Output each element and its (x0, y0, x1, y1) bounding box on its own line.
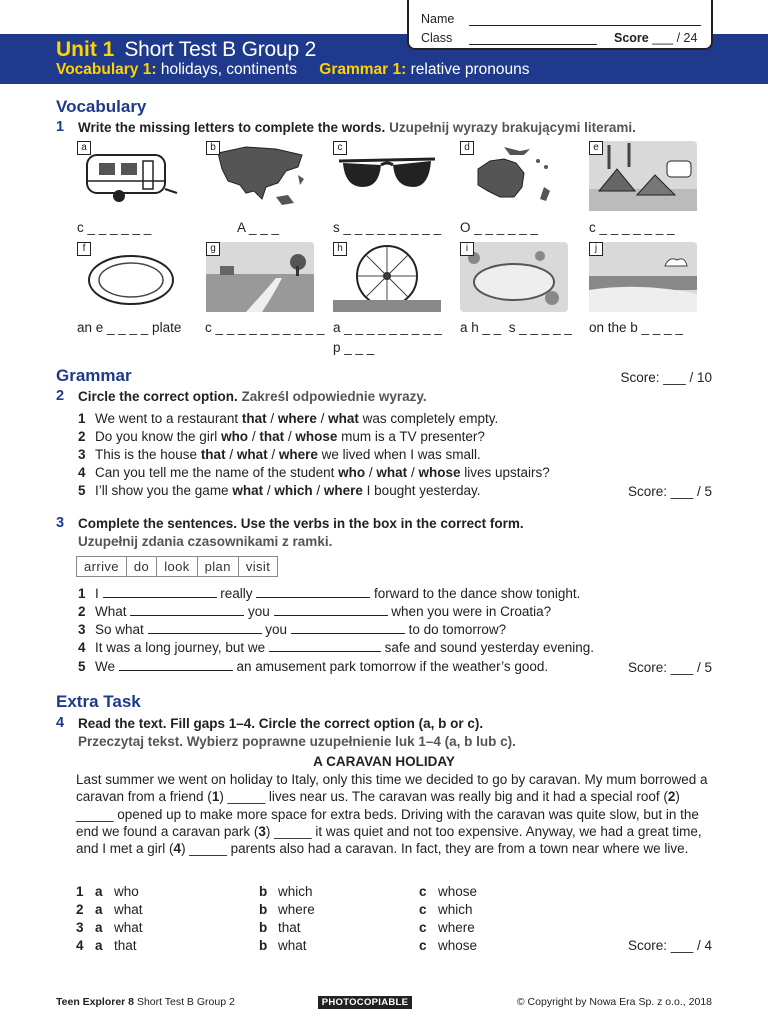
answer-blank[interactable] (148, 622, 262, 634)
exercise-4-number: 4 (56, 715, 65, 731)
vocabulary-heading: Vocabulary (56, 97, 147, 116)
option-3c: c where (419, 920, 475, 935)
option-4b: b what (259, 938, 307, 953)
answer-blank[interactable] (269, 640, 381, 652)
option[interactable]: where (277, 411, 317, 426)
option[interactable]: where (278, 447, 318, 462)
exercise-3-score: Score: ___ / 5 (627, 660, 712, 675)
ex2-line-1: 1 We went to a restaurant that / where / what was completely empty. (78, 411, 499, 426)
class-field[interactable] (469, 44, 597, 45)
answer-blank[interactable] (256, 586, 370, 598)
option[interactable]: who (221, 429, 249, 444)
grammar-heading: Grammar (56, 366, 132, 385)
answer-blank[interactable] (130, 604, 244, 616)
picture-j (589, 242, 697, 312)
word-f: an e _ _ _ _ plate (77, 320, 182, 335)
exercise-2-number: 2 (56, 388, 65, 404)
exercise-3-number: 3 (56, 515, 65, 531)
exercise-4-instruction-pl: Przeczytaj tekst. Wybierz poprawne uzupełnienie luk 1–4 (a, b lub c). (78, 734, 516, 749)
option[interactable]: where (438, 920, 475, 935)
ex2-line-2: 2 Do you know the girl who / that / whose mum is a TV presenter? (78, 429, 485, 444)
ex3-line-4: 4 It was a long journey, but we safe and sound yesterday evening. (78, 640, 595, 655)
option[interactable]: whose (418, 465, 461, 480)
word-b: A _ _ _ (237, 220, 280, 235)
word-i: a h _ _ s _ _ _ _ _ (460, 320, 572, 335)
picture-letter: e (589, 141, 603, 155)
box-word: visit (245, 559, 271, 574)
option[interactable]: which (274, 483, 313, 498)
ex3-line-3: 3 So what you to do tomorrow? (78, 622, 507, 637)
picture-letter: f (77, 242, 91, 256)
picture-b (206, 141, 314, 211)
option-row-4: 4 a that (76, 938, 137, 953)
countryside-icon (206, 242, 314, 312)
ex2-line-5: 5 I’ll show you the game what / which / where I bought yesterday. (78, 483, 481, 498)
page-subtitle (56, 61, 530, 79)
picture-i (460, 242, 568, 312)
exercise-4-score: Score: ___ / 4 (627, 938, 712, 953)
picture-c (333, 141, 441, 211)
copyright: © Copyright by Nowa Era Sp. z o.o., 2018 (516, 996, 712, 1008)
option-1c: c whose (419, 884, 478, 899)
extra-task-heading: Extra Task (56, 692, 141, 711)
ex3-line-5: 5 We an amusement park tomorrow if the weather’s good. (78, 659, 549, 674)
picture-letter: b (206, 141, 220, 155)
word-g: c _ _ _ _ _ _ _ _ _ _ (205, 320, 325, 335)
option-2b: b where (259, 902, 315, 917)
word-h: a _ _ _ _ _ _ _ _ _ (333, 320, 442, 335)
word-e: c _ _ _ _ _ _ _ (589, 220, 675, 235)
series-name: Teen Explorer 8 (56, 996, 135, 1008)
picture-letter: g (206, 242, 220, 256)
option[interactable]: what (232, 483, 264, 498)
reading-title: A CARAVAN HOLIDAY (313, 754, 455, 769)
option[interactable]: that (278, 920, 301, 935)
option-1b: b which (259, 884, 313, 899)
option[interactable]: whose (438, 938, 478, 953)
ferris-wheel-icon (333, 242, 441, 312)
page-title (56, 38, 316, 62)
answer-blank[interactable] (274, 604, 388, 616)
option[interactable]: whose (438, 884, 478, 899)
campsite-icon (589, 141, 697, 211)
instruction-pl: Zakreśl odpowiednie wyrazy. (241, 389, 427, 404)
asia-map-icon (206, 141, 314, 211)
exercise-2-instruction (78, 389, 427, 404)
footer-left (56, 996, 235, 1008)
ex2-line-4: 4 Can you tell me the name of the student who / what / whose lives upstairs? (78, 465, 550, 480)
picture-h (333, 242, 441, 312)
oceania-map-icon (460, 141, 568, 211)
exercise-3-instruction-en: Complete the sentences. Use the verbs in the box in the correct form. (78, 516, 524, 531)
grammar-topic: relative pronouns (410, 61, 530, 78)
unit-number: Unit 1 (56, 38, 115, 61)
answer-blank[interactable] (291, 622, 405, 634)
box-word: arrive (77, 557, 127, 576)
option-3b: b that (259, 920, 301, 935)
option[interactable]: what (278, 938, 307, 953)
exercise-3-instruction-pl: Uzupełnij zdania czasownikami z ramki. (78, 534, 333, 549)
option[interactable]: which (438, 902, 473, 917)
option[interactable]: whose (295, 429, 338, 444)
answer-blank[interactable] (103, 586, 217, 598)
option[interactable]: what (114, 902, 143, 917)
picture-letter: i (460, 242, 474, 256)
exercise-1-instruction (78, 120, 636, 135)
option[interactable]: what (328, 411, 359, 426)
grammar-score: Score: ___ / 10 (620, 370, 712, 385)
instruction-en: Circle the correct option. (78, 389, 238, 404)
option[interactable]: that (259, 429, 285, 444)
instruction-en: Write the missing letters to complete the words. (78, 120, 386, 135)
caravan-icon (77, 141, 185, 211)
name-field[interactable] (469, 25, 701, 26)
picture-g (206, 242, 314, 312)
vocab-topic: holidays, continents (160, 61, 297, 78)
picture-d (460, 141, 568, 211)
box-word: look (157, 557, 197, 576)
option-row-1: 1 a who (76, 884, 139, 899)
score-label: Score (614, 31, 649, 45)
word-j: on the b _ _ _ _ (589, 320, 683, 335)
option-row-2: 2 a what (76, 902, 143, 917)
option[interactable]: that (114, 938, 137, 953)
word-h-line2: p _ _ _ (333, 340, 375, 355)
option[interactable]: what (236, 447, 268, 462)
photocopiable-badge: PHOTOCOPIABLE (318, 996, 412, 1009)
name-label: Name (421, 12, 455, 26)
class-label: Class (421, 31, 453, 45)
option[interactable]: that (200, 447, 226, 462)
exercise-2-score: Score: ___ / 5 (627, 484, 712, 499)
beach-icon (589, 242, 697, 312)
answer-blank[interactable] (119, 659, 233, 671)
exercise-1-number: 1 (56, 119, 65, 135)
word-d: O _ _ _ _ _ _ (460, 220, 539, 235)
vocab-topic-label: Vocabulary 1: (56, 61, 157, 78)
score-total: ___ / 24 (652, 31, 698, 45)
picture-f (77, 242, 185, 312)
picture-letter: d (460, 141, 474, 155)
box-word: do (127, 557, 157, 576)
option-2c: c which (419, 902, 473, 917)
footer-test-name: Short Test B Group 2 (136, 996, 235, 1008)
picture-letter: a (77, 141, 91, 155)
sunglasses-icon (333, 141, 441, 211)
picture-letter: c (333, 141, 347, 155)
option[interactable]: what (114, 920, 143, 935)
picture-letter: j (589, 242, 603, 256)
picture-letter: h (333, 242, 347, 256)
word-a: c _ _ _ _ _ _ (77, 220, 152, 235)
instruction-pl: Uzupełnij wyrazy brakującymi literami. (389, 120, 636, 135)
picture-e (589, 141, 697, 211)
picture-a (77, 141, 185, 211)
total-score (614, 31, 697, 45)
plate-icon (77, 242, 185, 312)
option[interactable]: that (241, 411, 267, 426)
reading-text: Last summer we went on holiday to Italy, only this time we decided to go by caravan. My mum borrowed a caravan from a friend (1) _____ lives near us. The caravan was really big and it had a special roof (2) _____ opened up to make more space for extra beds. Driving with the caravan was quite slow, but in the end we found a caravan park (3) _____ it was quiet and not too expensive. Anyway, we had a great time, and I met a girl (4) _____ parents also had a caravan. In fact, they are from a town near where we live. (76, 772, 708, 857)
hot-spring-icon (460, 242, 568, 312)
option[interactable]: what (376, 465, 408, 480)
option[interactable]: where (323, 483, 363, 498)
exercise-4-instruction-en: Read the text. Fill gaps 1–4. Circle the correct option (a, b or c). (78, 716, 484, 731)
ex2-line-3: 3 This is the house that / what / where we lived when I was small. (78, 447, 481, 462)
option-row-3: 3 a what (76, 920, 143, 935)
test-title: Short Test B Group 2 (124, 38, 317, 61)
box-word: plan (198, 557, 239, 576)
word-c: s _ _ _ _ _ _ _ _ _ (333, 220, 442, 235)
ex3-line-1: 1 I really forward to the dance show tonight. (78, 586, 581, 601)
option[interactable]: where (278, 902, 315, 917)
option-4c: c whose (419, 938, 478, 953)
name-class-box (407, 0, 713, 50)
grammar-topic-label: Grammar 1: (319, 61, 407, 78)
ex3-line-2: 2 What you when you were in Croatia? (78, 604, 552, 619)
option[interactable]: who (338, 465, 366, 480)
option[interactable]: which (278, 884, 313, 899)
option[interactable]: who (114, 884, 139, 899)
word-box (76, 556, 278, 577)
